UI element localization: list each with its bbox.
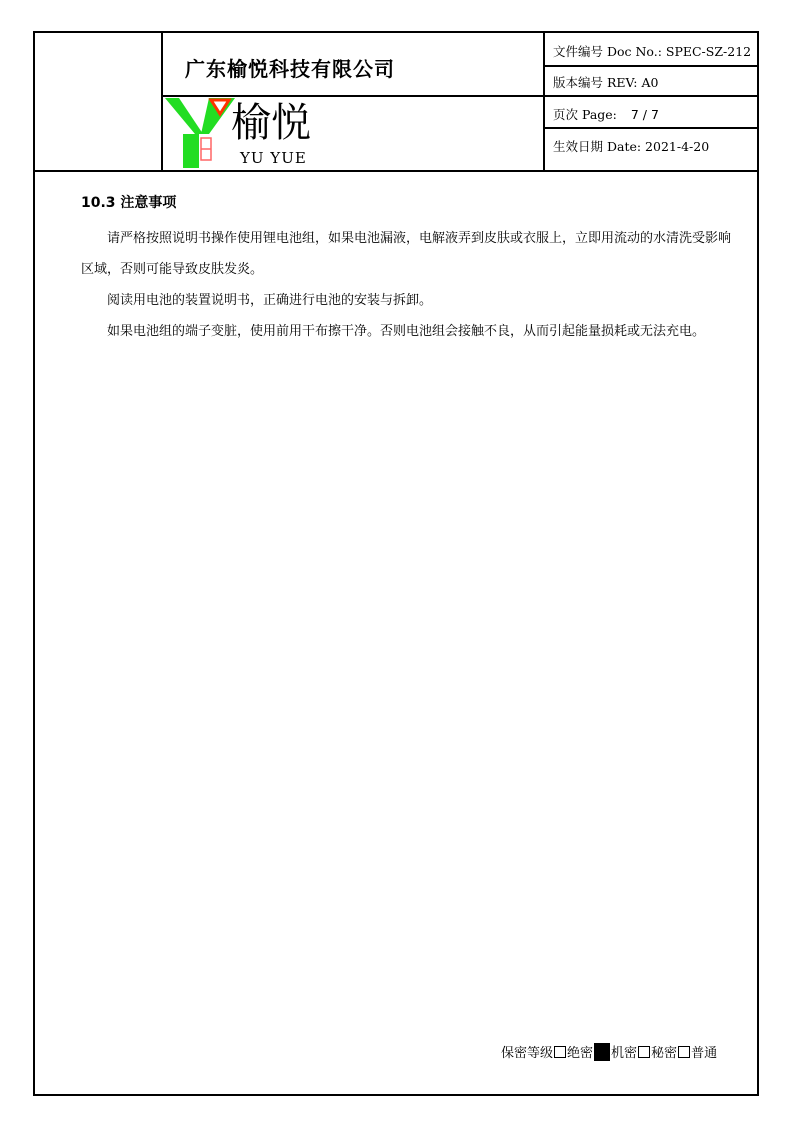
header-row-line-2 (543, 95, 757, 97)
effective-date: 生效日期 Date: 2021-4-20 (553, 139, 710, 154)
page-info (553, 105, 659, 123)
document-body (81, 193, 731, 347)
checkbox-confidential[interactable] (594, 1043, 610, 1061)
confidentiality-level (501, 1042, 717, 1061)
page-label: 页次 Page: (553, 107, 617, 122)
section-title: 10.3 注意事项 (81, 195, 177, 211)
option-top-secret: 绝密 (567, 1046, 594, 1061)
header-divider-right (543, 33, 545, 170)
header-row-line-3 (543, 127, 757, 129)
checkbox-secret[interactable] (638, 1046, 650, 1058)
header-divider-left (161, 33, 163, 170)
paragraph: 请严格按照说明书操作使用锂电池组，如果电池漏液，电解液弄到皮肤或衣服上，立即用流动的水清洗受影响区域，否则可能导致皮肤发炎。 (81, 231, 732, 277)
option-confidential: 机密 (611, 1046, 638, 1061)
confidentiality-label: 保密等级 (501, 1046, 554, 1061)
header-row-line-1 (543, 65, 757, 67)
logo-subtitle: YU YUE (240, 149, 307, 167)
company-name: 广东榆悦科技有限公司 (185, 57, 395, 81)
document-frame (33, 31, 759, 1096)
document-header (35, 33, 757, 172)
paragraph: 阅读用电池的装置说明书，正确进行电池的安装与拆卸。 (107, 293, 433, 308)
logo-text: 榆悦 (231, 100, 311, 146)
page-value: 7 / 7 (630, 107, 659, 122)
option-normal: 普通 (691, 1046, 718, 1061)
doc-number: 文件编号 Doc No.: SPEC-SZ-212 (553, 44, 752, 59)
revision: 版本编号 REV: A0 (553, 75, 659, 90)
header-divider-mid (161, 95, 545, 97)
checkbox-normal[interactable] (678, 1046, 690, 1058)
paragraph: 如果电池组的端子变脏，使用前用干布擦干净。否则电池组会接触不良，从而引起能量损耗或无法充电。 (107, 324, 706, 339)
checkbox-top-secret[interactable] (554, 1046, 566, 1058)
option-secret: 秘密 (651, 1046, 678, 1061)
